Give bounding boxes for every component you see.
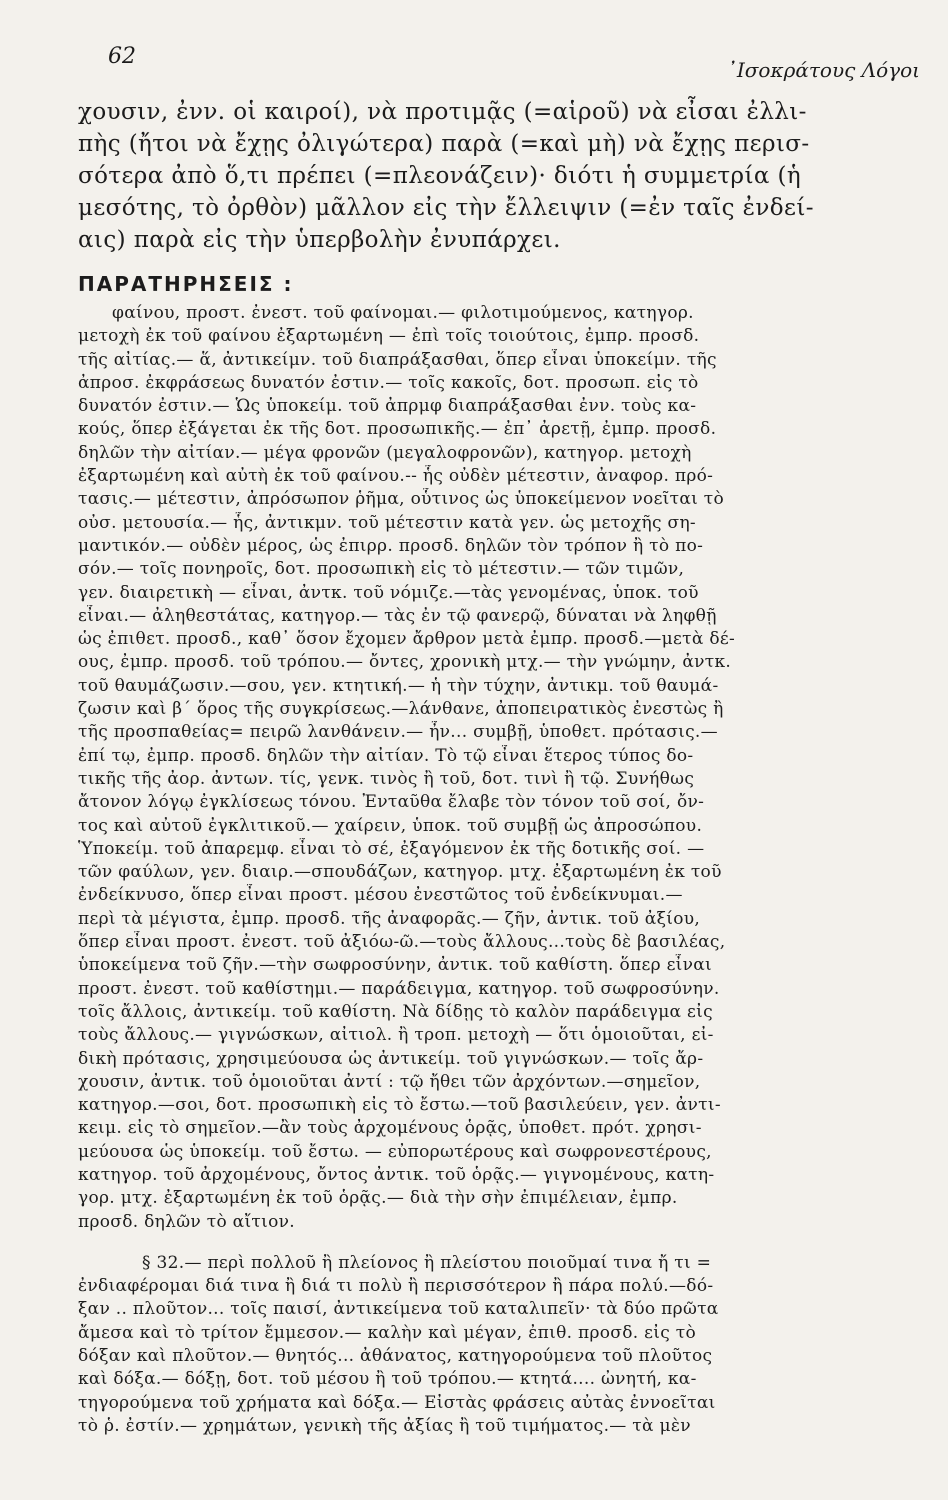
text-line: ξαν .. πλοῦτον... τοῖς παισί, ἀντικείμενα τοῦ καταλιπεῖν· τὰ δύο πρῶτα — [78, 1299, 719, 1320]
text-line: τοῦ θαυμάζωσιν.—σου, γεν. κτητική.— ἡ τὴν τύχην, ἀντικμ. τοῦ θαυμά- — [78, 675, 719, 696]
text-line: § 32.— περὶ πολλοῦ ἢ πλείονος ἢ πλείστου ποιοῦμαί τινα ἤ τι = — [142, 1252, 712, 1273]
text-line: ους, ἐμπρ. προσδ. τοῦ τρόπου.— ὄντες, χρονικὴ μτχ.— τὴν γνώμην, ἀντκ. — [78, 652, 732, 673]
text-line: τοὺς ἄλλους.— γιγνώσκων, αἰτιολ. ἢ τροπ. μετοχὴ — ὅτι ὁμοιοῦται, εἰ- — [78, 1025, 714, 1046]
text-line: ἐνδιαφέρομαι διά τινα ἢ διά τι πολὺ ἢ περισσότερον ἢ πάρα πολύ.—δό- — [78, 1276, 714, 1297]
page-body — [78, 96, 898, 1438]
running-title: ᾽Ισοκράτους Λόγοι — [726, 58, 920, 82]
text-line: τὸ ῥ. ἐστίν.— χρημάτων, γενικὴ τῆς ἀξίας ἢ τοῦ τιμήματος.— τὰ μὲν — [78, 1415, 691, 1436]
text-line: σόν.— τοῖς πονηροῖς, δοτ. προσωπικὴ εἰς τὸ μέτεστιν.— τῶν τιμῶν, — [78, 559, 685, 580]
text-line: δικὴ πρότασις, χρησιμεύουσα ὡς ἀντικείμ. τοῦ γιγνώσκων.— τοῖς ἄρ- — [78, 1048, 704, 1069]
text-line: ἐξαρτωμένη καὶ αὐτὴ ἐκ τοῦ φαίνου.-- ἧς οὐδὲν μέτεστιν, ἀναφορ. πρό- — [78, 466, 714, 487]
text-line: αις) παρὰ εἰς τὴν ὑπερβολὴν ἐνυπάρχει. — [78, 227, 561, 253]
lead-paragraph — [78, 96, 898, 256]
text-line: δόξαν καὶ πλοῦτον.— θνητός... ἀθάνατος, κατηγορούμενα τοῦ πλοῦτος — [78, 1346, 713, 1367]
text-line: τῆς προσπαθείας= πειρῶ λανθάνειν.— ἦν... συμβῇ, ὑποθετ. πρότασις.— — [78, 722, 718, 743]
text-line: ἄτονον λόγῳ ἐγκλίσεως τόνου. Ἐνταῦθα ἔλαβε τὸν τόνον τοῦ σοί, ὄν- — [78, 792, 705, 813]
text-line: προσδ. δηλῶν τὸ αἴτιον. — [78, 1211, 295, 1232]
text-line: δυνατόν ἐστιν.— Ὡς ὑποκείμ. τοῦ ἀπρμφ διαπράξασθαι ἐνν. τοὺς κα- — [78, 396, 697, 417]
text-line: οὐσ. μετουσία.— ἧς, ἀντικμν. τοῦ μέτεστιν κατὰ γεν. ὡς μετοχῆς ση- — [78, 512, 696, 533]
text-line: εἶναι.— ἀληθεστάτας, κατηγορ.— τὰς ἐν τῷ φανερῷ, δύναται νὰ ληφθῇ — [78, 605, 717, 626]
section-32-paragraph — [78, 1252, 898, 1438]
text-line: ὅπερ εἶναι προστ. ἐνεστ. τοῦ ἀξιόω-ῶ.—τοὺς ἄλλους...τοὺς δὲ βασιλέας, — [78, 932, 726, 953]
text-line: μεσότης, τὸ ὀρθὸν) μᾶλλον εἰς τὴν ἔλλειψιν (=ἐν ταῖς ἐνδεί- — [78, 195, 814, 221]
text-line: κατηγορ. τοῦ ἀρχομένους, ὄντος ἀντικ. τοῦ ὁρᾷς.— γιγνομένους, κατη- — [78, 1164, 715, 1185]
text-line: τῆς αἰτίας.— ἅ, ἀντικείμν. τοῦ διαπράξασθαι, ὅπερ εἶναι ὑποκείμν. τῆς — [78, 349, 717, 370]
text-line: τασις.— μέτεστιν, ἀπρόσωπον ῥῆμα, οὗτινος ὡς ὑποκείμενον νοεῖται τὸ — [78, 489, 725, 510]
text-line: χουσιν, ἀντικ. τοῦ ὁμοιοῦται ἀντί : τῷ ἤθει τῶν ἀρχόντων.—σημεῖον, — [78, 1071, 701, 1092]
text-line: κειμ. εἰς τὸ σημεῖον.—ἂν τοὺς ἀρχομένους ὁρᾷς, ὑποθετ. πρότ. χρησι- — [78, 1118, 702, 1139]
text-line: τῶν φαύλων, γεν. διαιρ.—σπουδάζων, κατηγορ. μτχ. ἐξαρτωμένη ἐκ τοῦ — [78, 862, 722, 883]
text-line: ὡς ἐπιθετ. προσδ., καθ᾽ ὅσον ἔχομεν ἄρθρον μετὰ ἐμπρ. προσδ.—μετὰ δέ- — [78, 629, 736, 650]
text-line: πὴς (ἤτοι νὰ ἔχῃς ὀλιγώτερα) παρὰ (=καὶ μὴ) νὰ ἔχῃς περισ- — [78, 131, 810, 157]
text-line: καὶ δόξα.— δόξῃ, δοτ. τοῦ μέσου ἢ τοῦ τρόπου.— κτητά.... ὠνητή, κα- — [78, 1369, 697, 1390]
text-line: κατηγορ.—σοι, δοτ. προσωπικὴ εἰς τὸ ἔστω.—τοῦ βασιλεύειν, γεν. ἀντι- — [78, 1095, 721, 1116]
text-line: δηλῶν τὴν αἰτίαν.— μέγα φρονῶν (μεγαλοφρονῶν), κατηγορ. μετοχὴ — [78, 442, 692, 463]
text-line: τικῆς τῆς ἀορ. ἀντων. τίς, γενκ. τινὸς ἢ τοῦ, δοτ. τινὶ ἢ τῷ. Συνήθως — [78, 768, 695, 789]
text-line: ἐνδείκνυσο, ὅπερ εἶναι προστ. μέσου ἐνεστῶτος τοῦ ἐνδείκνυμαι.— — [78, 885, 683, 906]
text-line: τοῖς ἄλλοις, ἀντικείμ. τοῦ καθίστη. Νὰ δίδῃς τὸ καλὸν παράδειγμα εἰς — [78, 1001, 713, 1022]
notes-paragraph — [78, 302, 898, 1234]
section-heading: ΠΑΡΑΤΗΡΗΣΕΙΣ : — [78, 272, 294, 296]
text-line: μαντικόν.— οὐδὲν μέρος, ὡς ἐπιρρ. προσδ. δηλῶν τὸν τρόπον ἢ τὸ πο- — [78, 535, 704, 556]
text-line: κούς, ὅπερ ἐξάγεται ἐκ τῆς δοτ. προσωπικῆς.— ἐπ᾽ ἀρετῇ, ἐμπρ. προσδ. — [78, 419, 717, 440]
text-line: Ὑποκείμ. τοῦ ἀπαρεμφ. εἶναι τὸ σέ, ἐξαγόμενον ἐκ τῆς δοτικῆς σοί. — — [78, 838, 705, 859]
text-line: ἄμεσα καὶ τὸ τρίτον ἔμμεσον.— καλὴν καὶ μέγαν, ἐπιθ. προσδ. εἰς τὸ — [78, 1322, 696, 1343]
text-line: περὶ τὰ μέγιστα, ἐμπρ. προσδ. τῆς ἀναφορᾶς.— ζῆν, ἀντικ. τοῦ ἀξίου, — [78, 908, 701, 929]
text-line: γορ. μτχ. ἐξαρτωμένη ἐκ τοῦ ὁρᾷς.— διὰ τὴν σὴν ἐπιμέλειαν, ἐμπρ. — [78, 1188, 678, 1209]
text-line: μετοχὴ ἐκ τοῦ φαίνου ἐξαρτωμένη — ἐπὶ τοῖς τοιούτοις, ἐμπρ. προσδ. — [78, 326, 700, 347]
text-line: τος καὶ αὐτοῦ ἐγκλιτικοῦ.— χαίρειν, ὑποκ. τοῦ συμβῇ ὡς ἀπροσώπου. — [78, 815, 703, 836]
text-line: ἀπροσ. ἐκφράσεως δυνατόν ἐστιν.— τοῖς κακοῖς, δοτ. προσωπ. εἰς τὸ — [78, 372, 699, 393]
page-header — [108, 44, 920, 84]
text-line: χουσιν, ἐνν. οἱ καιροί), νὰ προτιμᾷς (=αἱροῦ) νὰ εἶσαι ἐλλι- — [78, 99, 807, 125]
text-line: φαίνου, προστ. ἐνεστ. τοῦ φαίνομαι.— φιλοτιμούμενος, κατηγορ. — [112, 303, 694, 323]
text-line: γεν. διαιρετικὴ — εἶναι, ἀντκ. τοῦ νόμιζε.—τὰς γενομένας, ὑποκ. τοῦ — [78, 582, 699, 603]
text-line: ὑποκείμενα τοῦ ζῆν.—τὴν σωφροσύνην, ἀντικ. τοῦ καθίστη. ὅπερ εἶναι — [78, 955, 713, 976]
page-number: 62 — [108, 44, 136, 69]
text-line: προστ. ἐνεστ. τοῦ καθίστημι.— παράδειγμα, κατηγορ. τοῦ σωφροσύνην. — [78, 978, 720, 999]
text-line: μεύουσα ὡς ὑποκείμ. τοῦ ἔστω. — εὐπορωτέρους καὶ σωφρονεστέρους, — [78, 1141, 712, 1162]
text-line: σότερα ἀπὸ ὅ,τι πρέπει (=πλεονάζειν)· διότι ἡ συμμετρία (ἡ — [78, 163, 802, 189]
text-line: ἐπί τῳ, ἐμπρ. προσδ. δηλῶν τὴν αἰτίαν. Τὸ τῷ εἶναι ἕτερος τύπος δο- — [78, 745, 694, 766]
text-line: ζωσιν καὶ β΄ ὅρος τῆς συγκρίσεως.—λάνθανε, ἀποπειρατικὸς ἐνεστὼς ἢ — [78, 699, 724, 720]
text-line: τηγορούμενα τοῦ χρήματα καὶ δόξα.— Εἰστὰς φράσεις αὐτὰς ἐννοεῖται — [78, 1392, 716, 1413]
